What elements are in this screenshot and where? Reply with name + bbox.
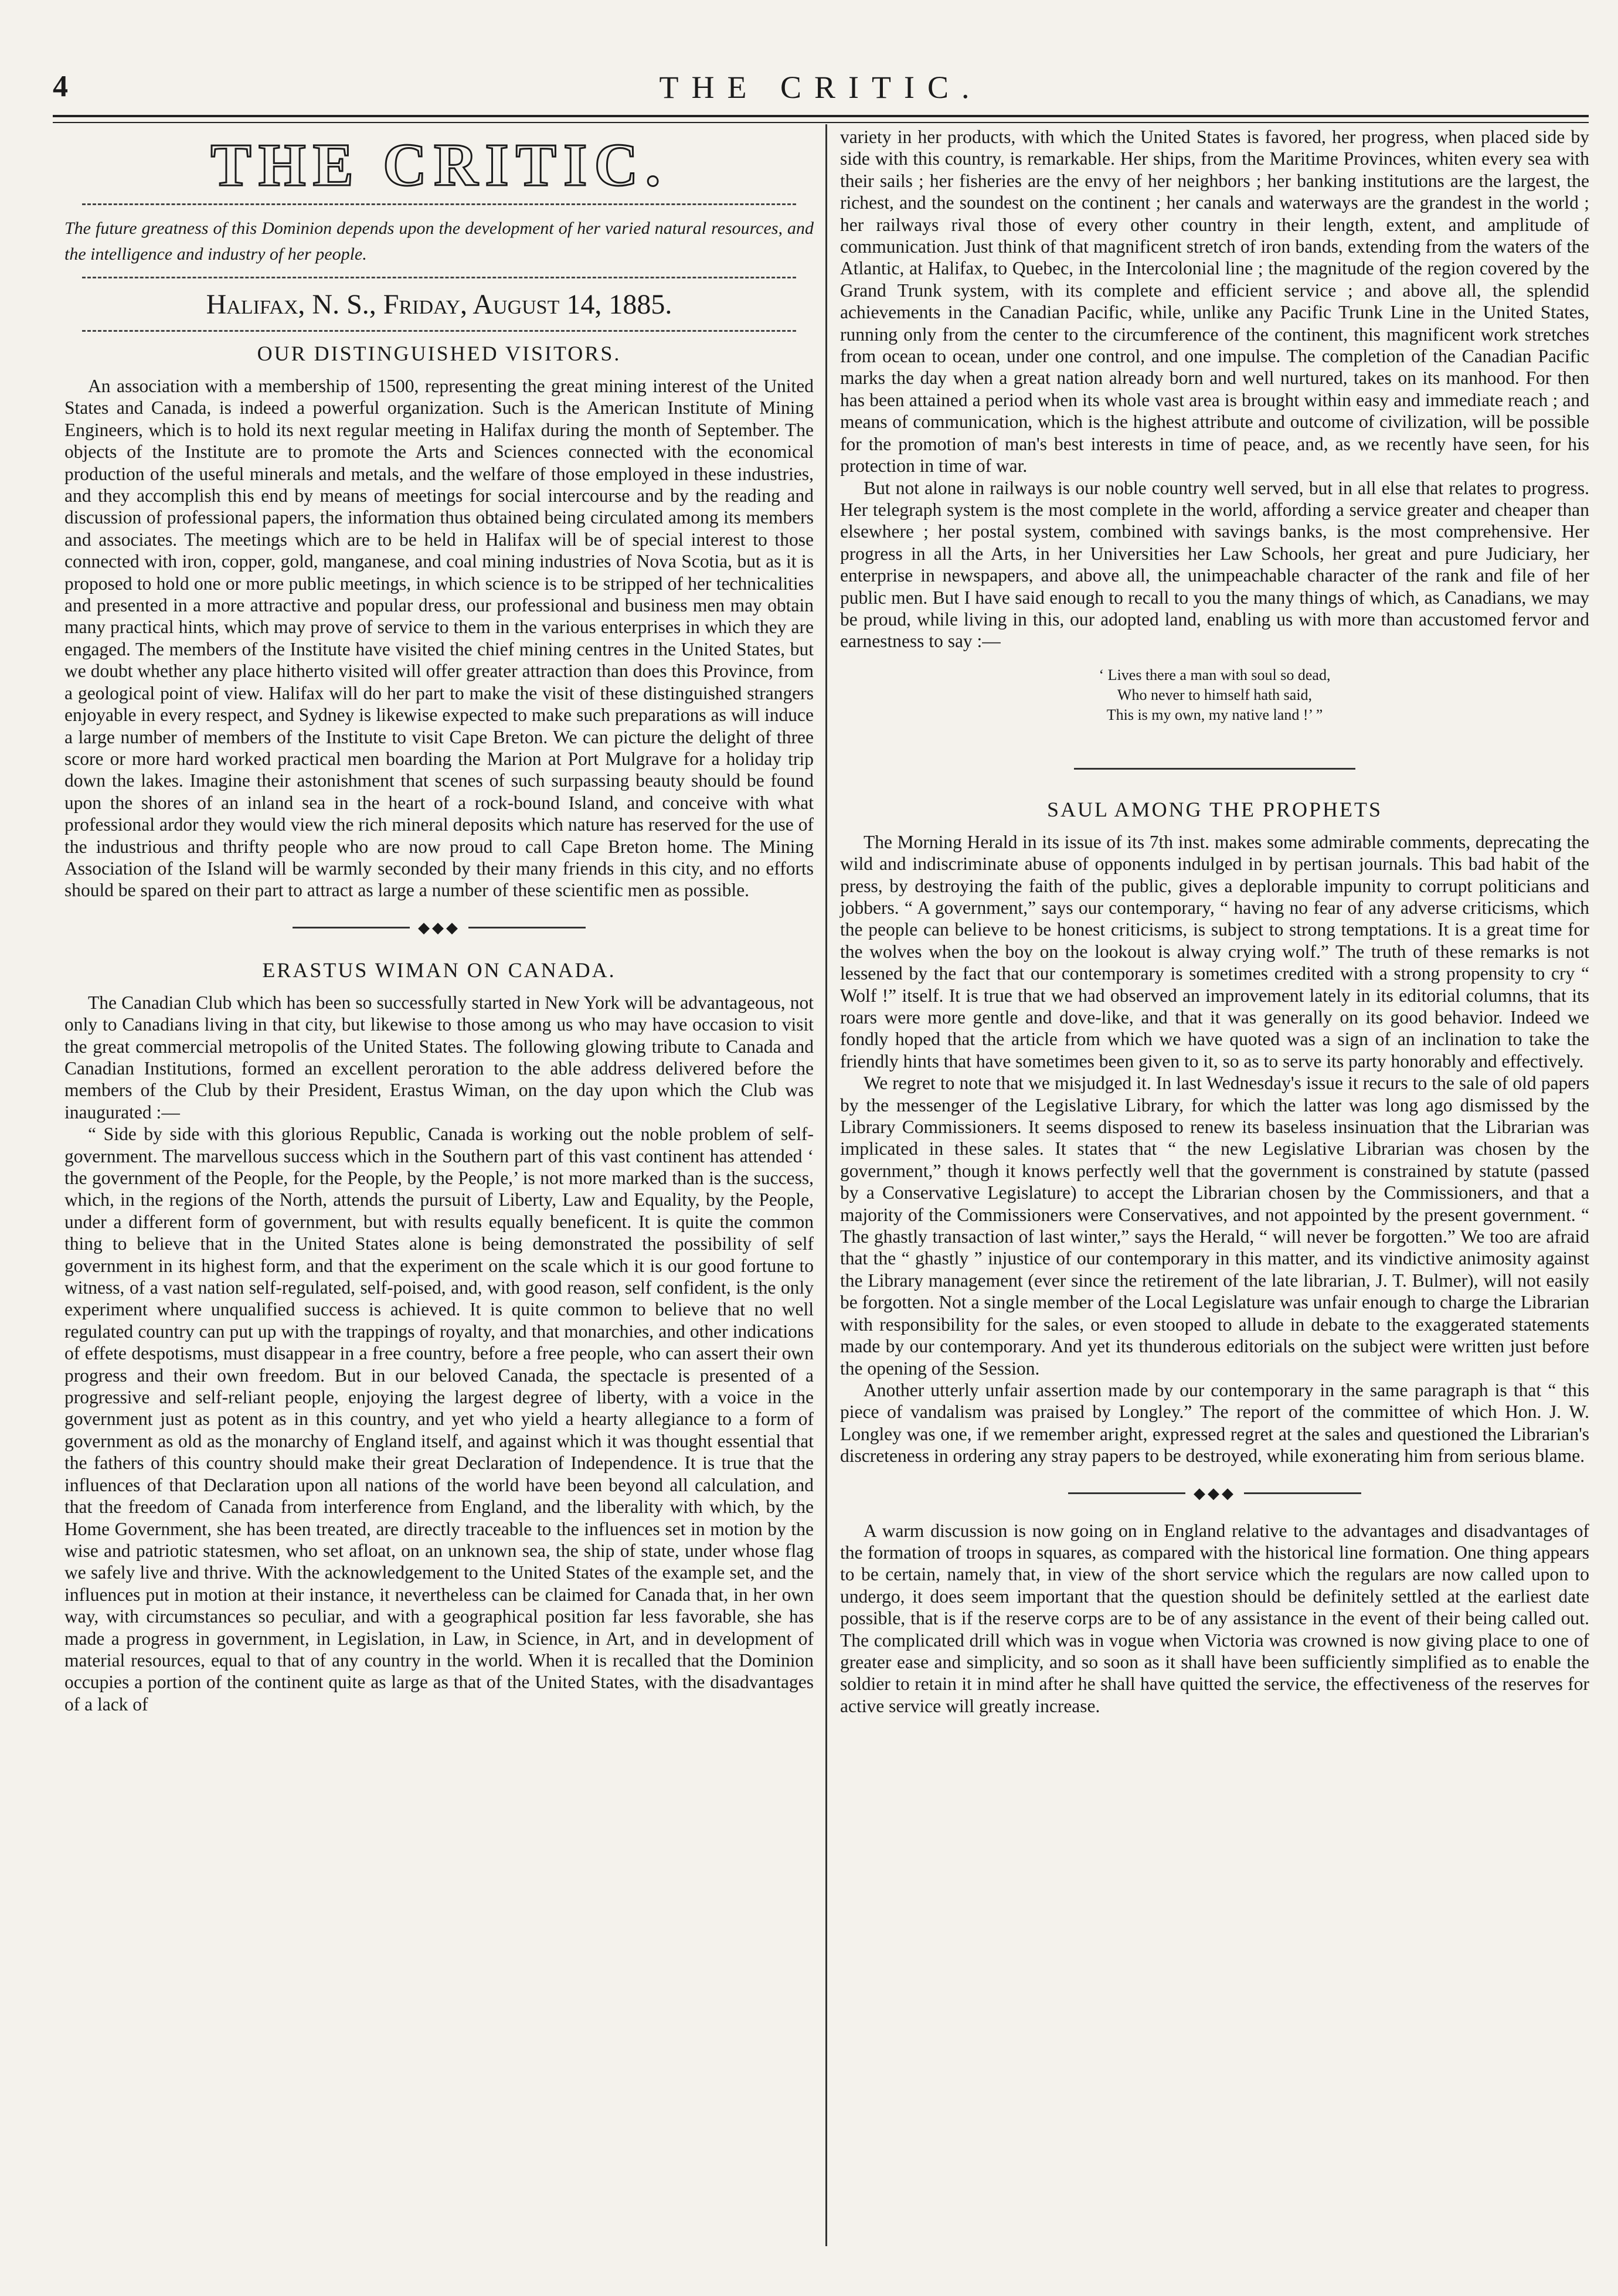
left-column: [64, 126, 814, 1715]
verse-line: ‘ Lives there a man with soul so dead,: [1099, 666, 1331, 683]
section-ornament: ◆◆◆: [840, 1485, 1589, 1502]
article-paragraph-continued: variety in her products, with which the United States is favored, her progress, when placed side by side with this country, is remarkable. Her ships, from the Maritime Provinces, whiten every sea with their sails ; her fisheries are the envy of her neighbors ; her banking institutions are the largest, the richest, and the soundest on the continent ; her canals and waterways are the grandest in the world ; her railways rival those of every other country in their length, extent, and amplitude of communication. Just think of that magnificent stretch of iron bands, extending from the waters of the Atlantic, at Halifax, to Quebec, in the Intercolonial line ; the magnitude of the region covered by the Grand Trunk system, with its complete and efficient service ; and above all, the splendid achievements in the Canadian Pacific, while, unlike any Pacific Trunk Line in the United States, running only from the center to the circumference of the continent, this magnificent work stretches from ocean to ocean, under one control, and one impulse. The completion of the Canadian Pacific marks the day when a great nation already born and well nurtured, takes on its manhood. For then has been attained a period when its whole vast area is brought within easy and immediate reach ; and means of communication, which is the highest attribute and outcome of civilization, will be possible for the promotion of man's best interests in time of peace, and, as we recently have seen, for his protection in time of war.: [840, 127, 1589, 477]
article-paragraph: The Morning Herald in its issue of its 7th inst. makes some admirable comments, deprecating the wild and indiscriminate abuse of opponents indulged in by pertisan journals. This bad habit of the press, by destroying the faith of the public, gives a deplorable impunity to corrupt politicians and jobbers. “ A government,” says our contemporary, “ having no fear of any adverse criticisms, which the people can believe to be honest criticisms, is subject to strong temptations. It is a great time for the wolves when the boy on the lookout is alway crying wolf.” The truth of these remarks is not lessened by the fact that our contemporary is sometimes credited with a strong propensity to cry “ Wolf !” itself. It is true that we had observed an improvement lately in its editorial columns, that its roars were more gentle and dove-like, and that it was generally on its good behavior. Indeed we fondly hoped that the article from which we have quoted was a sign of an inclination to take the friendly hints that have sometimes been given to it, so as to serve its party honorably and effectively.: [840, 831, 1589, 1072]
column-separator: [825, 124, 827, 2246]
article-paragraph: The Canadian Club which has been so successfully started in New York will be advantageous, not only to Canadians living in that city, but likewise to those among us who may have occasion to visit the great commercial metropolis of the United States. The following glowing tribute to Canada and Canadian Institutions, formed an excellent peroration to the able address delivered before the members of the Club by their President, Erastus Wiman, on the day upon which the Club was inaugurated :—: [64, 992, 814, 1123]
article-paragraph: An association with a membership of 1500, representing the great mining interest of the United States and Canada, is indeed a powerful organization. Such is the American Institute of Mining Engineers, which is to hold its next regular meeting in Halifax during the month of September. The objects of the Institute are to promote the Arts and Sciences connected with the economical production of the useful minerals and metals, and the welfare of those employed in these industries, and they accomplish this end by means of meetings for social intercourse and by the reading and discussion of professional papers, the information thus obtained being circulated among its members and associates. The meetings which are to be held in Halifax will be of special interest to those connected with iron, copper, gold, manganese, and coal mining industries of Nova Scotia, but as it is proposed to hold one or more public meetings, in which science is to be stripped of her technicalities and presented in a more attractive and popular dress, our professional and business men may obtain many practical hints, which may prove of service to them in the various enterprises in which they are engaged. The members of the Institute have visited the chief mining centres in the United States, but we doubt whether any place hitherto visited will offer greater attraction than does this Province, from a geological point of view. Halifax will do her part to make the visit of these distinguished strangers enjoyable in every respect, and Sydney is likewise expected to make such preparations as will induce a large number of members of the Institute to visit Cape Breton. We can picture the delight of three score or more hard worked practical men boarding the Marion at Port Mulgrave for a holiday trip down the lakes. Imagine their astonishment that scenes of such surpassing beauty should be found upon the shores of an inland sea in the heart of a rock-bound Island, and conceive with what professional ardor they would view the rich mineral deposits which nature has reserved for the use of the industrious and thrifty people who are now proud to call Cape Breton home. The Mining Association of the Island will be warmly seconded by their many friends in this city, and no efforts should be spared on their part to attract as large a number of these scientific men as possible.: [64, 376, 814, 901]
article-headline: ERASTUS WIMAN ON CANADA.: [262, 958, 616, 982]
article-paragraph: We regret to note that we misjudged it. In last Wednesday's issue it recurs to the sale of old papers by the messenger of the Legislative Library, for which the latter was long ago dismissed by the Library Commissioners. It seems disposed to renew its baseless insinuation that the Librarian was implicated in these sales. It states that “ the new Legislative Librarian was chosen by the government,” though it knows perfectly well that the government is constrained by statute (passed by a Conservative Legislature) to accept the Librarian chosen by the Commissioners, and that a majority of the Commissioners were Conservatives, and not appointed by the present government. “ The ghastly transaction of last winter,” says the Herald, “ will never be forgotten.” We too are afraid that the “ ghastly ” injustice of our contemporary in this matter, and its vindictive animosity against the Library management (ever since the retirement of the late librarian, J. T. Bulmer), will not easily be forgotten. Not a single member of the Local Legislature was unfair enough to charge the Librarian with responsibility for the sales, or even stooped to allude in debate to the exaggerated statements made by our contemporary. And yet its thunderous editorials on the subject were written just before the opening of the Session.: [840, 1073, 1589, 1379]
section-rule: [840, 760, 1589, 776]
page-number: 4: [53, 70, 68, 103]
dashed-rule: [82, 330, 796, 332]
right-column: [840, 126, 1589, 1717]
dateline: Halifax, N. S., Friday, August 14, 1885.: [206, 289, 672, 320]
running-title: THE CRITIC.: [659, 70, 983, 105]
article-paragraph: But not alone in railways is our noble country well served, but in all else that relates to progress. Her telegraph system is the most complete in the world, affording a service greater and cheaper than elsewhere ; her postal system, combined with savings banks, is the most comprehensive. Her progress in all the Arts, in her Universities her Law Schools, her great and pure Judiciary, her enterprise in newspapers, and above all, the unimpeachable character of the rank and file of her public men. But I have said enough to recall to you the many things of which, as Canadians, we may be proud, while living in this, our adopted land, enabling us with more than accustomed fervor and earnestness to say :—: [840, 477, 1589, 652]
verse-line: Who never to himself hath said,: [1117, 686, 1313, 703]
article-paragraph: A warm discussion is now going on in England relative to the advantages and disadvantages of the formation of troops in squares, as compared with the historical line formation. One thing appears to be certain, namely that, in view of the short service which the regulars are now called upon to undergo, it does seem important that the question should be definitely settled at the earliest date possible, that is if the reserve corps are to be of any assistance in the event of their being called out. The complicated drill which was in vogue when Victoria was crowned is now giving place to one of greater ease and simplicity, and so soon as it shall have been sufficiently simplified as to enable the soldier to retain it in mind after he shall have quitted the service, the effectiveness of the reserves for active service will greatly increase.: [840, 1520, 1589, 1716]
masthead-motto: The future greatness of this Dominion depends upon the development of her varied natural resources, and the intelligence and industry of her people.: [64, 219, 814, 264]
masthead-title: THE CRITIC.: [210, 131, 668, 199]
running-head: [53, 69, 1589, 116]
header-double-rule: [53, 115, 1589, 123]
article-headline: OUR DISTINGUISHED VISITORS.: [257, 342, 621, 365]
article-paragraph: Another utterly unfair assertion made by our contemporary in the same paragraph is that “ this piece of vandalism was praised by Longley.” The report of the committee of which Hon. J. W. Longley was one, if we remember aright, expressed regret at the sales and questioned the Librarian's discreteness in ordering any stray papers to be destroyed, while exonerating him from serious blame.: [840, 1379, 1589, 1467]
article-headline: SAUL AMONG THE PROPHETS: [1046, 797, 1383, 821]
verse-line: This is my own, my native land !’ ”: [1106, 706, 1323, 723]
dashed-rule: [82, 203, 796, 205]
dashed-rule: [82, 277, 796, 278]
article-paragraph: “ Side by side with this glorious Republic, Canada is working out the noble problem of self-government. The marvellous success which in the Southern part of this vast continent has attended ‘ the government of the People, for the People, by the People,’ is not more marked than is the success, which, in the regions of the North, attends the pursuit of Liberty, Law and Equality, by the People, under a different form of government, but with results equally beneficent. It is quite the common thing to believe that in the United States alone is being demonstrated the possibility of self government in its highest form, and that the experiment on the scale which it is our good fortune to witness, of a vast nation self-regulated, self-poised, and, with good reason, self confident, is the only experiment where unqualified success is achieved. It is quite common to believe that no well regulated country can put up with the trappings of royalty, and that monarchies, and other indications of effete despotisms, must disappear in a free country, before a free people, who can assert their own progress and their own freedom. But in our beloved Canada, the spectacle is presented of a progressive and self-reliant people, enjoying the largest degree of liberty, with a voice in the government just as potent as in this country, and yet who yield a hearty allegiance to a form of government as old as the monarchy of England itself, and against which it was thought essential that the fathers of this country should make their great Declaration of Independence. It is true that the influences of that Declaration upon all nations of the world have been beyond all calculation, and that the freedom of Canada from interference from England, and the liberality with which, by the Home Government, she has been treated, are directly traceable to the influences set in motion by the wise and patriotic statesmen, who set afloat, on an unknown sea, the ship of state, under whose flag we safely live and thrive. With the acknowledgement to the United States of the example set, and the influences put in motion at their instance, it nevertheless can be claimed for Canada that, in her own way, with circumstances so peculiar, and with a geographical position far less favorable, she has made a progress in government, in Legislation, in Law, in Science, in Art, and in development of material resources, equal to that of any country in the world. When it is recalled that the Dominion occupies a portion of the continent quite as large as that of the United States, with the disadvantages of a lack of: [64, 1124, 814, 1715]
verse-quotation: [840, 665, 1589, 725]
section-ornament: ◆◆◆: [64, 919, 814, 937]
